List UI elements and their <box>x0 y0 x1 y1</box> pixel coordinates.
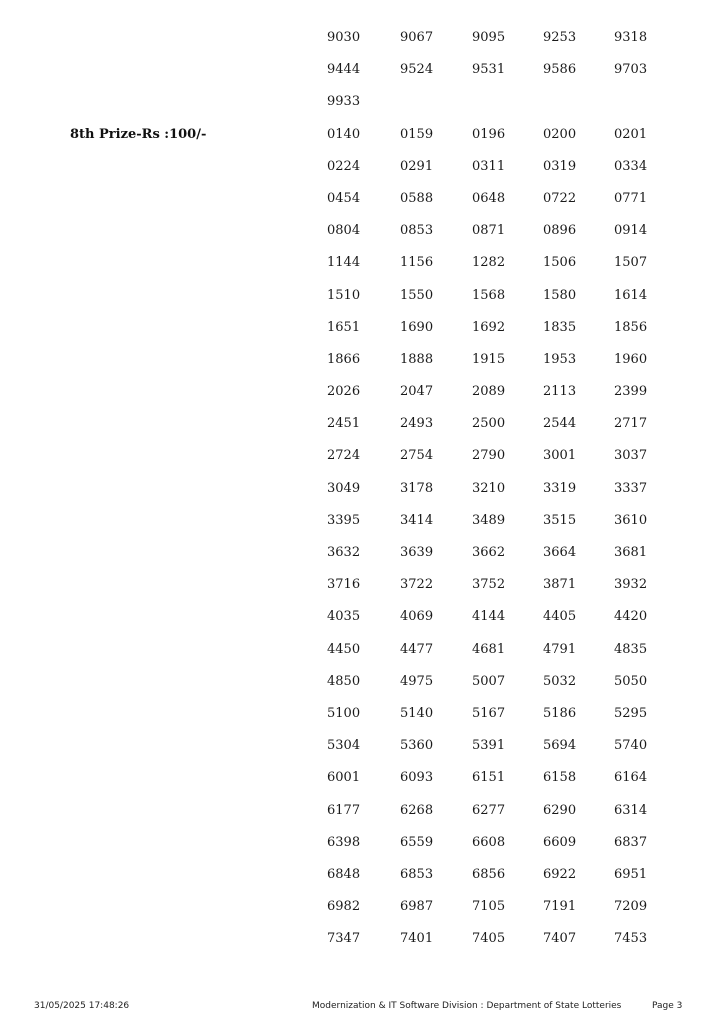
number-row <box>327 255 687 287</box>
ticket-number: 1915 <box>472 351 506 367</box>
ticket-number: 4450 <box>327 641 361 657</box>
ticket-number: 4791 <box>543 641 577 657</box>
ticket-number: 3319 <box>543 480 577 496</box>
ticket-number: 9444 <box>327 62 361 78</box>
ticket-number: 0454 <box>327 190 361 206</box>
ticket-number: 3515 <box>543 512 577 528</box>
number-row <box>327 159 687 191</box>
ticket-number: 0804 <box>327 223 361 239</box>
ticket-number: 6277 <box>472 802 506 818</box>
ticket-number: 7347 <box>327 931 361 947</box>
ticket-number: 3662 <box>472 545 506 561</box>
ticket-number: 0319 <box>543 158 577 174</box>
ticket-number: 1580 <box>543 287 577 303</box>
ticket-number: 0896 <box>543 223 577 239</box>
number-row <box>327 320 687 352</box>
ticket-number: 9067 <box>400 30 434 45</box>
number-grid <box>327 127 687 964</box>
ticket-number: 6848 <box>327 866 361 882</box>
ticket-number: 3178 <box>400 480 434 496</box>
ticket-number: 5050 <box>614 673 648 689</box>
ticket-number: 3639 <box>400 545 434 561</box>
ticket-number: 0201 <box>614 126 648 142</box>
ticket-number: 4835 <box>614 641 648 657</box>
ticket-number: 5007 <box>472 673 506 689</box>
ticket-number: 2500 <box>472 416 506 432</box>
ticket-number: 6987 <box>400 899 434 915</box>
number-row <box>327 384 687 416</box>
ticket-number: 4144 <box>472 609 506 625</box>
ticket-number: 7453 <box>614 931 648 947</box>
ticket-number: 7209 <box>614 899 648 915</box>
ticket-number: 1690 <box>400 319 434 335</box>
number-row <box>327 191 687 223</box>
ticket-number: 2047 <box>400 384 434 400</box>
ticket-number: 5391 <box>472 738 506 754</box>
number-row <box>327 609 687 641</box>
ticket-number: 6158 <box>543 770 577 786</box>
ticket-number: 9030 <box>327 30 361 45</box>
ticket-number: 1550 <box>400 287 434 303</box>
ticket-number: 3337 <box>614 480 648 496</box>
ticket-number: 1953 <box>543 351 577 367</box>
ticket-number: 3049 <box>327 480 361 496</box>
ticket-number: 6922 <box>543 866 577 882</box>
ticket-number: 6853 <box>400 866 434 882</box>
ticket-number: 5167 <box>472 705 506 721</box>
ticket-number: 6398 <box>327 834 361 850</box>
ticket-number: 7105 <box>472 899 506 915</box>
ticket-number: 3037 <box>614 448 648 464</box>
ticket-number: 6268 <box>400 802 434 818</box>
ticket-number: 5740 <box>614 738 648 754</box>
ticket-number: 0588 <box>400 190 434 206</box>
ticket-number: 4069 <box>400 609 434 625</box>
number-row <box>327 223 687 255</box>
ticket-number: 2717 <box>614 416 648 432</box>
number-row <box>327 62 687 94</box>
ticket-number: 9703 <box>614 62 648 78</box>
ticket-number: 9531 <box>472 62 506 78</box>
ticket-number: 9318 <box>614 30 648 45</box>
ticket-number: 6314 <box>614 802 648 818</box>
ticket-number: 4420 <box>614 609 648 625</box>
ticket-number: 6951 <box>614 866 648 882</box>
ticket-number: 3716 <box>327 577 361 593</box>
ticket-number: 6164 <box>614 770 648 786</box>
number-row <box>327 94 687 126</box>
ticket-number: 3489 <box>472 512 506 528</box>
number-row <box>327 642 687 674</box>
ticket-number: 2113 <box>543 384 577 400</box>
number-row <box>327 770 687 802</box>
ticket-number: 6608 <box>472 834 506 850</box>
ticket-number: 0291 <box>400 158 434 174</box>
ticket-number: 6559 <box>400 834 434 850</box>
ticket-number: 9586 <box>543 62 577 78</box>
ticket-number: 5360 <box>400 738 434 754</box>
ticket-number: 6093 <box>400 770 434 786</box>
ticket-number: 3632 <box>327 545 361 561</box>
ticket-number: 3001 <box>543 448 577 464</box>
ticket-number: 3752 <box>472 577 506 593</box>
number-row <box>327 931 687 963</box>
ticket-number: 0196 <box>472 126 506 142</box>
number-row <box>327 577 687 609</box>
number-row <box>327 513 687 545</box>
ticket-number: 1692 <box>472 319 506 335</box>
number-row <box>327 481 687 513</box>
ticket-number: 3871 <box>543 577 577 593</box>
ticket-number: 7405 <box>472 931 506 947</box>
number-row <box>327 738 687 770</box>
number-row <box>327 835 687 867</box>
number-row <box>327 867 687 899</box>
number-row <box>327 30 687 62</box>
ticket-number: 3210 <box>472 480 506 496</box>
number-row <box>327 706 687 738</box>
ticket-number: 5694 <box>543 738 577 754</box>
ticket-number: 0871 <box>472 223 506 239</box>
ticket-number: 7407 <box>543 931 577 947</box>
ticket-number: 1888 <box>400 351 434 367</box>
ticket-number: 1510 <box>327 287 361 303</box>
ticket-number: 0334 <box>614 158 648 174</box>
ticket-number: 1960 <box>614 351 648 367</box>
ticket-number: 1856 <box>614 319 648 335</box>
footer-division: Modernization & IT Software Division : Department of State Lotteries <box>312 1001 622 1011</box>
ticket-number: 3681 <box>614 545 648 561</box>
ticket-number: 0140 <box>327 126 361 142</box>
ticket-number: 5295 <box>614 705 648 721</box>
ticket-number: 2544 <box>543 416 577 432</box>
ticket-number: 1614 <box>614 287 648 303</box>
number-row <box>327 288 687 320</box>
ticket-number: 6609 <box>543 834 577 850</box>
footer-page-number: Page 3 <box>652 1001 683 1011</box>
ticket-number: 3932 <box>614 577 648 593</box>
ticket-number: 0853 <box>400 223 434 239</box>
ticket-number: 6001 <box>327 770 361 786</box>
ticket-number: 1282 <box>472 255 506 271</box>
number-row <box>327 674 687 706</box>
ticket-number: 2790 <box>472 448 506 464</box>
ticket-number: 6290 <box>543 802 577 818</box>
ticket-number: 2399 <box>614 384 648 400</box>
ticket-number: 3395 <box>327 512 361 528</box>
number-row <box>327 448 687 480</box>
ticket-number: 5186 <box>543 705 577 721</box>
ticket-number: 6856 <box>472 866 506 882</box>
ticket-number: 1507 <box>614 255 648 271</box>
number-row <box>327 127 687 159</box>
ticket-number: 1506 <box>543 255 577 271</box>
ticket-number: 9095 <box>472 30 506 45</box>
ticket-number: 5032 <box>543 673 577 689</box>
ticket-number: 1651 <box>327 319 361 335</box>
ticket-number: 1144 <box>327 255 361 271</box>
ticket-number: 5100 <box>327 705 361 721</box>
ticket-number: 4035 <box>327 609 361 625</box>
ticket-number: 4850 <box>327 673 361 689</box>
ticket-number: 5304 <box>327 738 361 754</box>
ticket-number: 2493 <box>400 416 434 432</box>
ticket-number: 1835 <box>543 319 577 335</box>
number-row <box>327 803 687 835</box>
number-row <box>327 416 687 448</box>
ticket-number: 0722 <box>543 190 577 206</box>
ticket-number: 9933 <box>327 94 361 110</box>
ticket-number: 3414 <box>400 512 434 528</box>
ticket-number: 2089 <box>472 384 506 400</box>
ticket-number: 0224 <box>327 158 361 174</box>
ticket-number: 3664 <box>543 545 577 561</box>
ticket-number: 5140 <box>400 705 434 721</box>
ticket-number: 1156 <box>400 255 434 271</box>
ticket-number: 0771 <box>614 190 648 206</box>
ticket-number: 1568 <box>472 287 506 303</box>
ticket-number: 2724 <box>327 448 361 464</box>
number-row <box>327 352 687 384</box>
ticket-number: 2026 <box>327 384 361 400</box>
ticket-number: 9524 <box>400 62 434 78</box>
ticket-number: 2754 <box>400 448 434 464</box>
ticket-number: 3610 <box>614 512 648 528</box>
ticket-number: 4975 <box>400 673 434 689</box>
number-row <box>327 545 687 577</box>
ticket-number: 0200 <box>543 126 577 142</box>
ticket-number: 9253 <box>543 30 577 45</box>
number-row <box>327 899 687 931</box>
number-grid <box>327 30 687 127</box>
prize-label: 8th Prize-Rs :100/- <box>70 126 207 142</box>
ticket-number: 4405 <box>543 609 577 625</box>
ticket-number: 0311 <box>472 158 506 174</box>
ticket-number: 3722 <box>400 577 434 593</box>
ticket-number: 0159 <box>400 126 434 142</box>
ticket-number: 2451 <box>327 416 361 432</box>
ticket-number: 1866 <box>327 351 361 367</box>
ticket-number: 6982 <box>327 899 361 915</box>
ticket-number: 6177 <box>327 802 361 818</box>
footer-timestamp: 31/05/2025 17:48:26 <box>34 1001 130 1011</box>
ticket-number: 7401 <box>400 931 434 947</box>
ticket-number: 0648 <box>472 190 506 206</box>
ticket-number: 6837 <box>614 834 648 850</box>
ticket-number: 0914 <box>614 223 648 239</box>
ticket-number: 7191 <box>543 899 577 915</box>
ticket-number: 4681 <box>472 641 506 657</box>
ticket-number: 4477 <box>400 641 434 657</box>
ticket-number: 6151 <box>472 770 506 786</box>
